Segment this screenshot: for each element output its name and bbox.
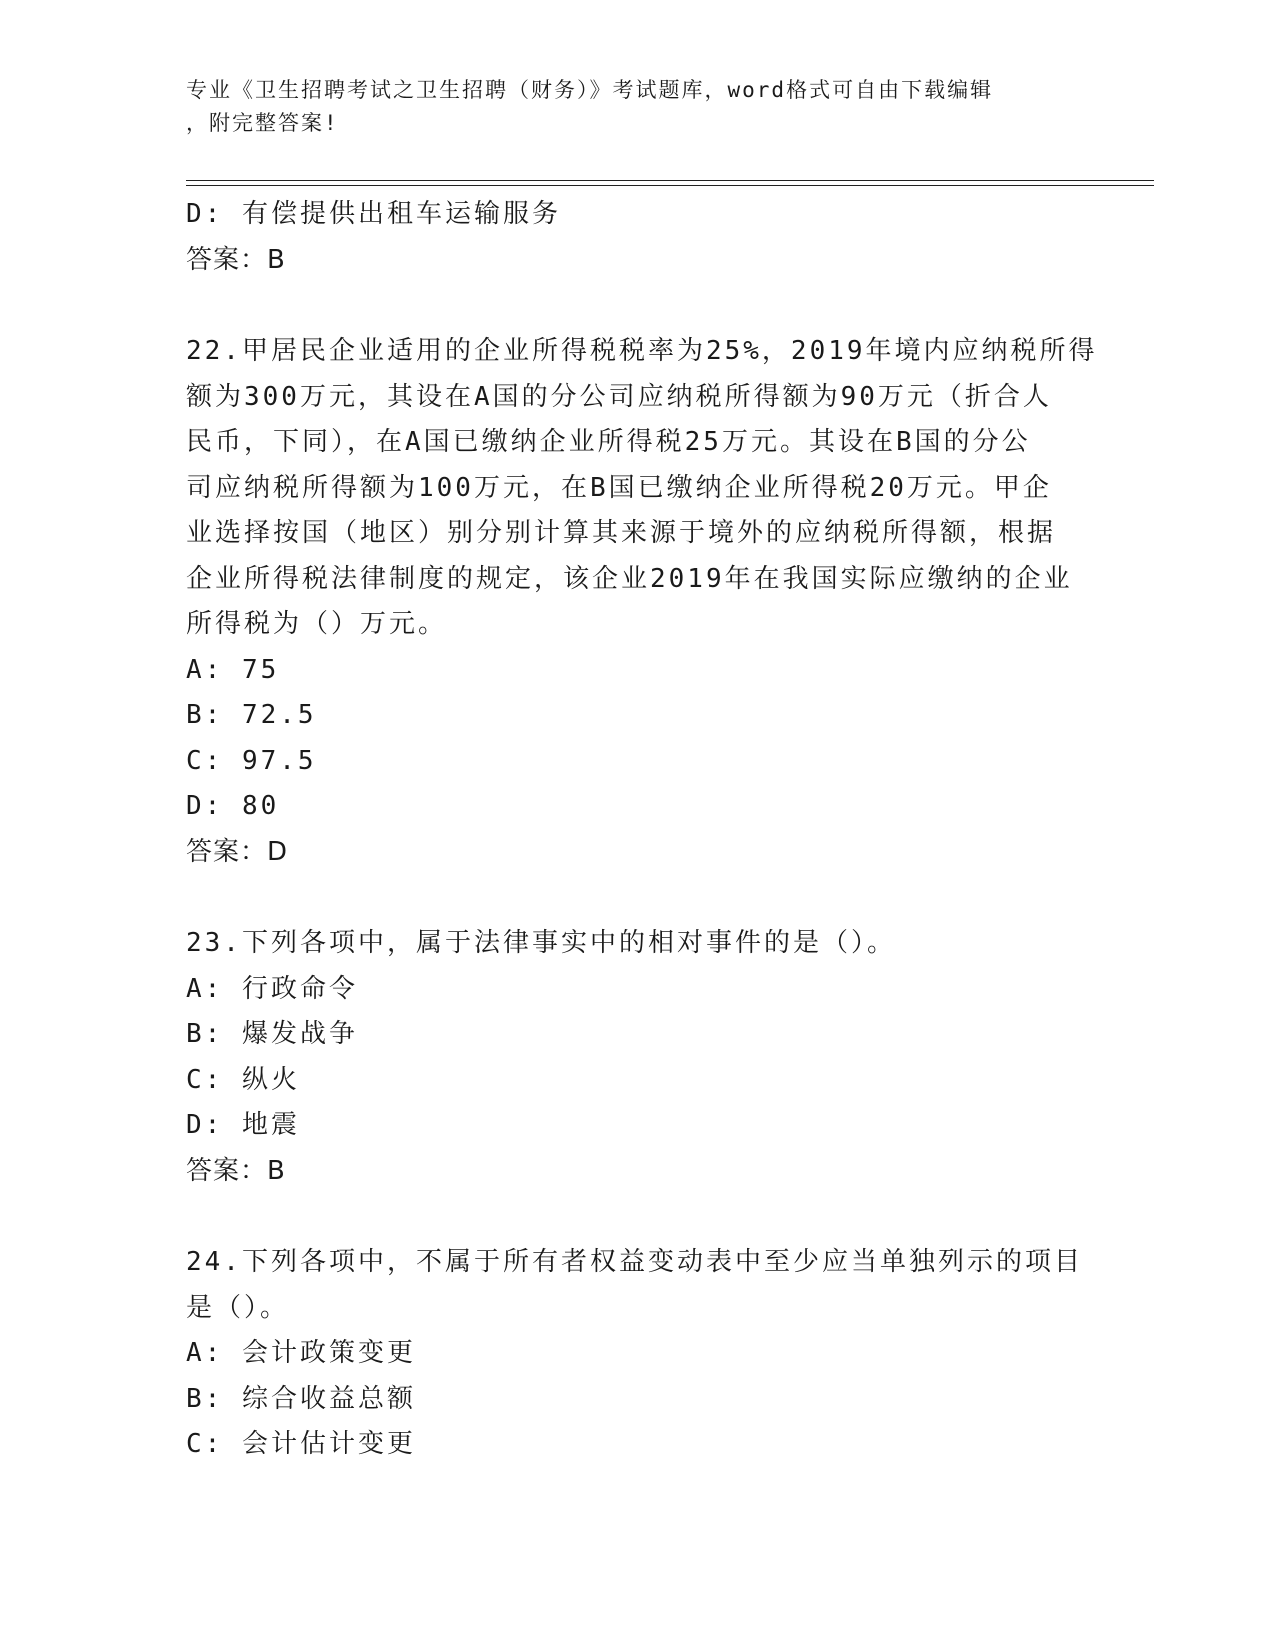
option-c: C: 纵火 [186, 1064, 300, 1095]
option-c: C: 会计估计变更 [186, 1429, 416, 1459]
question-text-line: 是（）。 [186, 1292, 290, 1323]
answer: 答案：D [186, 836, 289, 867]
question-23 [186, 921, 1086, 1194]
header-divider-top [186, 180, 1154, 181]
spacer [186, 283, 1086, 329]
option-d: D: 地震 [186, 1110, 300, 1140]
question-21 [186, 192, 1086, 283]
question-text-line: 业选择按国（地区）别分别计算其来源于境外的应纳税所得额，根据 [186, 518, 1057, 548]
question-text-line: 所得税为（）万元。 [186, 609, 448, 639]
header-line-2: ，附完整答案! [186, 111, 339, 135]
question-text-line: 企业所得税法律制度的规定，该企业2019年在我国实际应缴纳的企业 [186, 563, 1073, 594]
option-a: A: 行政命令 [186, 973, 358, 1004]
option-b: B: 综合收益总额 [186, 1383, 416, 1414]
header-divider-bottom [186, 185, 1154, 186]
option-b: B: 72.5 [186, 700, 317, 730]
option-a: A: 会计政策变更 [186, 1338, 416, 1368]
question-text-line: 民币，下同），在A国已缴纳企业所得税25万元。其设在B国的分公 [186, 427, 1031, 457]
question-text-line: 司应纳税所得额为100万元，在B国已缴纳企业所得税20万元。甲企 [186, 472, 1052, 503]
question-text-line: 22.甲居民企业适用的企业所得税税率为25%，2019年境内应纳税所得 [186, 336, 1098, 366]
answer: 答案：B [186, 244, 286, 275]
question-list [186, 192, 1098, 1468]
question-text-line: 24.下列各项中，不属于所有者权益变动表中至少应当单独列示的项目 [186, 1247, 1083, 1277]
spacer [186, 1194, 1086, 1240]
option-b: B: 爆发战争 [186, 1019, 358, 1049]
question-22 [186, 329, 1098, 875]
spacer [186, 875, 1086, 921]
answer: 答案：B [186, 1155, 286, 1186]
question-text-line: 额为300万元，其设在A国的分公司应纳税所得额为90万元（折合人 [186, 381, 1052, 412]
option-d: D: 80 [186, 791, 280, 821]
question-text-line: 23.下列各项中，属于法律事实中的相对事件的是（）。 [186, 928, 896, 958]
document-header [186, 74, 1086, 140]
option-c: C: 97.5 [186, 745, 317, 776]
option-d: D: 有偿提供出租车运输服务 [186, 199, 561, 229]
header-line-1: 专业《卫生招聘考试之卫生招聘（财务）》考试题库，word格式可自由下载编辑 [186, 78, 994, 102]
option-a: A: 75 [186, 654, 280, 685]
question-24 [186, 1240, 1086, 1468]
